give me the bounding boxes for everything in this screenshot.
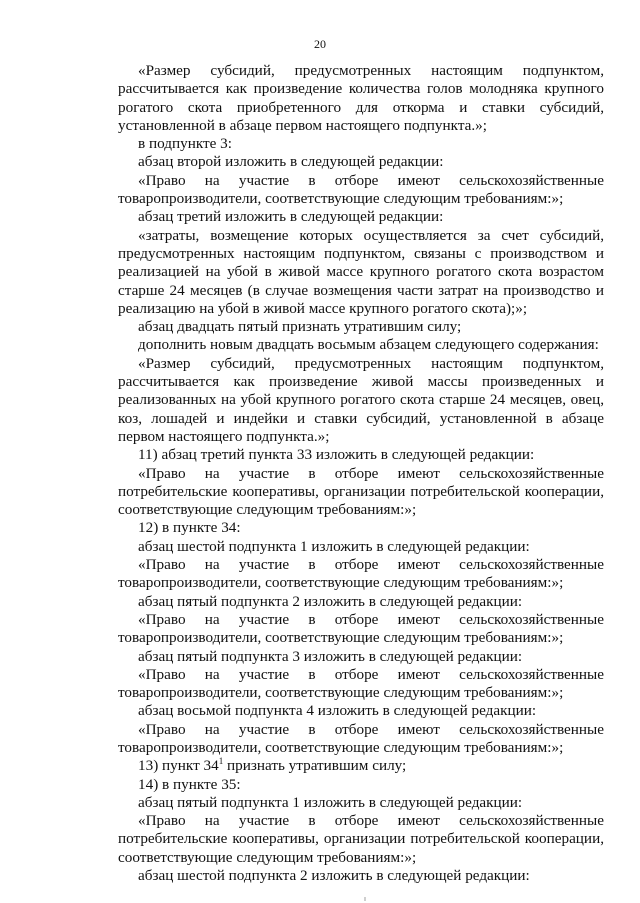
- quoted-paragraph: «Право на участие в отборе имеют сельскохозяйственные потребительские кооперативы, организации потребительской кооперации, соответствующие следующим требованиям:»;: [118, 812, 604, 866]
- body-paragraph: в подпункте 3:: [138, 135, 232, 153]
- body-paragraph: абзац восьмой подпункта 4 изложить в следующей редакции:: [138, 702, 537, 720]
- body-paragraph: 14) в пункте 35:: [138, 775, 241, 793]
- paragraph-text: 13) пункт 34: [138, 757, 219, 775]
- quoted-paragraph: «Право на участие в отборе имеют сельскохозяйственные товаропроизводители, соответствующие следующим требованиям:»;: [118, 171, 604, 208]
- body-paragraph: абзац пятый подпункта 1 изложить в следующей редакции:: [138, 793, 523, 811]
- superscript: 1: [218, 756, 224, 767]
- body-paragraph: абзац шестой подпункта 2 изложить в следующей редакции:: [138, 867, 530, 885]
- body-paragraph: дополнить новым двадцать восьмым абзацем следующего содержания:: [138, 336, 599, 354]
- body-paragraph: абзац пятый подпункта 3 изложить в следующей редакции:: [138, 647, 523, 665]
- body-paragraph: абзац третий изложить в следующей редакции:: [138, 208, 444, 226]
- quoted-paragraph: «Право на участие в отборе имеют сельскохозяйственные товаропроизводители, соответствующие следующим требованиям:»;: [118, 665, 604, 702]
- body-paragraph: абзац двадцать пятый признать утратившим силу;: [138, 318, 462, 336]
- quoted-paragraph: «Право на участие в отборе имеют сельскохозяйственные потребительские кооперативы, организации потребительской кооперации, соответствующие следующим требованиям:»;: [118, 464, 604, 519]
- quoted-paragraph: «Право на участие в отборе имеют сельскохозяйственные товаропроизводители, соответствующие следующим требованиям:»;: [118, 556, 604, 592]
- quoted-paragraph: «Размер субсидий, предусмотренных настоящим подпунктом, рассчитывается как произведение живой массы произведенных и реализованных на убой крупного рогатого скота старше 24 месяцев, овец, коз, лошадей и индейки и ставки субсидий, установленной в абзаце первом настоящего подпункта.»;: [118, 354, 604, 445]
- body-paragraph: абзац второй изложить в следующей редакции:: [138, 153, 444, 171]
- quoted-paragraph: «Право на участие в отборе имеют сельскохозяйственные товаропроизводители, соответствующие следующим требованиям:»;: [118, 720, 604, 756]
- body-paragraph: 12) в пункте 34:: [138, 519, 241, 537]
- quoted-paragraph: «затраты, возмещение которых осуществляется за счет субсидий, предусмотренных настоящим подпунктом, связаны с производством и реализацией на убой в живой массе крупного рогатого скота возрастом старше 24 месяцев (в случае возмещения части затрат на производство и реализацию на убой в живой массе крупного рогатого скота);»;: [118, 226, 604, 317]
- paragraph-text: признать утратившим силу;: [223, 757, 407, 775]
- scan-mark: [364, 897, 366, 901]
- document-body: [118, 62, 604, 885]
- body-paragraph: [118, 757, 604, 775]
- body-paragraph: абзац пятый подпункта 2 изложить в следующей редакции:: [138, 592, 523, 610]
- page-number: 20: [314, 37, 326, 51]
- quoted-paragraph: «Право на участие в отборе имеют сельскохозяйственные товаропроизводители, соответствующие следующим требованиям:»;: [118, 610, 604, 647]
- body-paragraph: абзац шестой подпункта 1 изложить в следующей редакции:: [138, 537, 530, 555]
- quoted-paragraph: «Размер субсидий, предусмотренных настоящим подпунктом, рассчитывается как произведение количества голов молодняка крупного рогатого скота приобретенного для откорма и ставки субсидий, установленной в абзаце первом настоящего подпункта.»;: [118, 62, 604, 134]
- body-paragraph: 11) абзац третий пункта 33 изложить в следующей редакции:: [138, 446, 535, 464]
